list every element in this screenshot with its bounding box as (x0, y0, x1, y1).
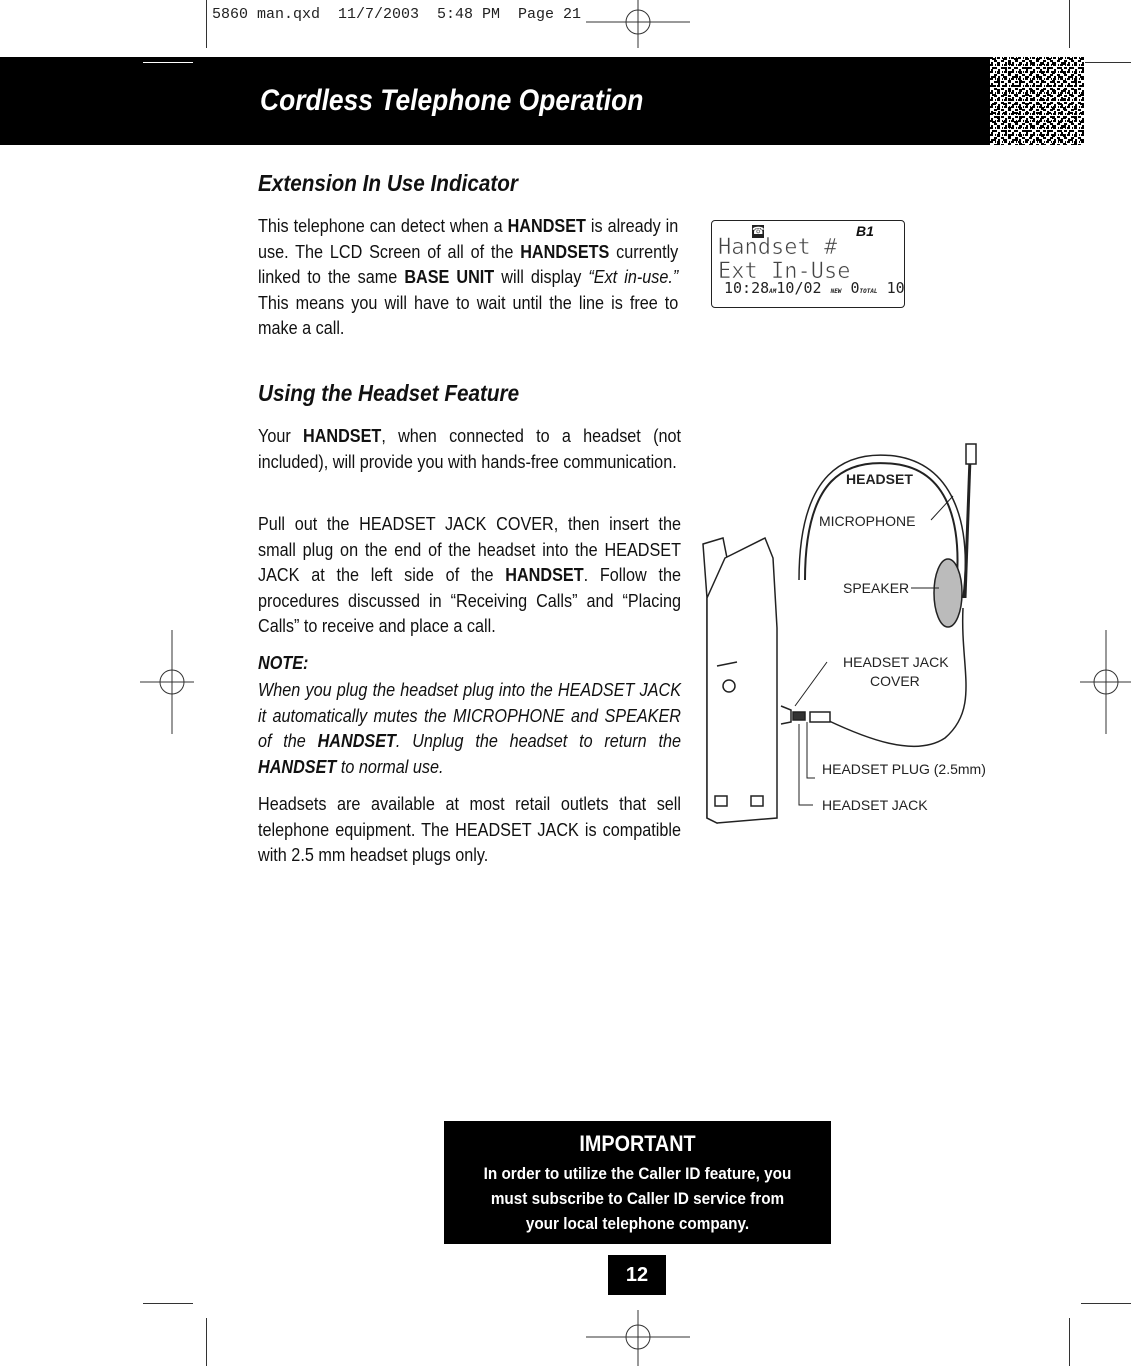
registration-mark-top (586, 0, 690, 50)
note-paragraph: When you plug the headset plug into the HEADSET JACK it automatically mutes the MICROPHONE and SPEAKER of the HANDSET. Unplug the headset to return the HANDSET to normal use. (258, 680, 681, 777)
label-microphone: MICROPHONE (819, 513, 916, 529)
lcd-handset-id: B1 (856, 223, 874, 239)
important-notice (444, 1121, 831, 1244)
lcd-line-1: Handset # (718, 235, 838, 260)
label-jack-cover-2: COVER (870, 673, 920, 689)
lcd-status-row: 10:28AM10/02 NEW 0TOTAL 10 (724, 279, 905, 297)
crop-mark (1085, 62, 1131, 63)
important-body: In order to utilize the Caller ID feature, you must subscribe to Caller ID service from your local telephone company. (483, 1164, 792, 1233)
page-title: Cordless Telephone Operation (260, 84, 644, 117)
printer-slug: 5860 man.qxd 11/7/2003 5:48 PM Page 21 (212, 6, 582, 23)
section-heading-extension: Extension In Use Indicator (258, 170, 518, 196)
label-jack-cover: HEADSET JACK (843, 654, 949, 670)
headset-paragraph-3: Headsets are available at most retail outlets that sell telephone equipment. The HEADSET JACK is compatible with 2.5 mm headset plugs only. (258, 794, 681, 865)
registration-mark-right (1080, 630, 1131, 734)
label-headset-jack: HEADSET JACK (822, 797, 928, 813)
crop-mark (206, 1318, 207, 1366)
registration-mark-left (140, 630, 194, 734)
label-headset: HEADSET (846, 471, 913, 487)
headset-paragraph-2: Pull out the HEADSET JACK COVER, then insert the small plug on the end of the headset into the HEADSET JACK at the left side of the HANDSET. Follow the procedures discussed in “Receiving Calls” and “Placing Calls” to receive and place a call. (258, 514, 682, 636)
registration-mark-bottom (586, 1310, 690, 1366)
lcd-screen (711, 220, 905, 308)
banner-rule (143, 62, 193, 63)
lcd-line-2: Ext In-Use (718, 259, 851, 284)
crop-mark (1069, 0, 1070, 48)
label-headset-plug: HEADSET PLUG (2.5mm) (822, 761, 986, 777)
phone-icon: ☎ (752, 226, 765, 237)
crop-mark (143, 1303, 193, 1304)
note-label: NOTE: (258, 653, 309, 673)
important-title: IMPORTANT (579, 1131, 696, 1156)
section-heading-headset: Using the Headset Feature (258, 380, 520, 406)
headset-paragraph-1: Your HANDSET, when connected to a headset (not included), will provide you with hands-free communication. (258, 426, 681, 472)
extension-paragraph: This telephone can detect when a HANDSET is already in use. The LCD Screen of all of the HANDSETS currently linked to the same BASE UNIT will display “Ext in-use.” This means you will have to wait until the line is free to make a call. (258, 216, 679, 338)
page-number: 12 (608, 1255, 666, 1295)
crop-mark (1081, 1303, 1131, 1304)
crop-mark (1069, 1318, 1070, 1366)
halftone-pattern-icon (990, 57, 1085, 145)
label-speaker: SPEAKER (843, 580, 910, 596)
crop-mark (206, 0, 207, 48)
